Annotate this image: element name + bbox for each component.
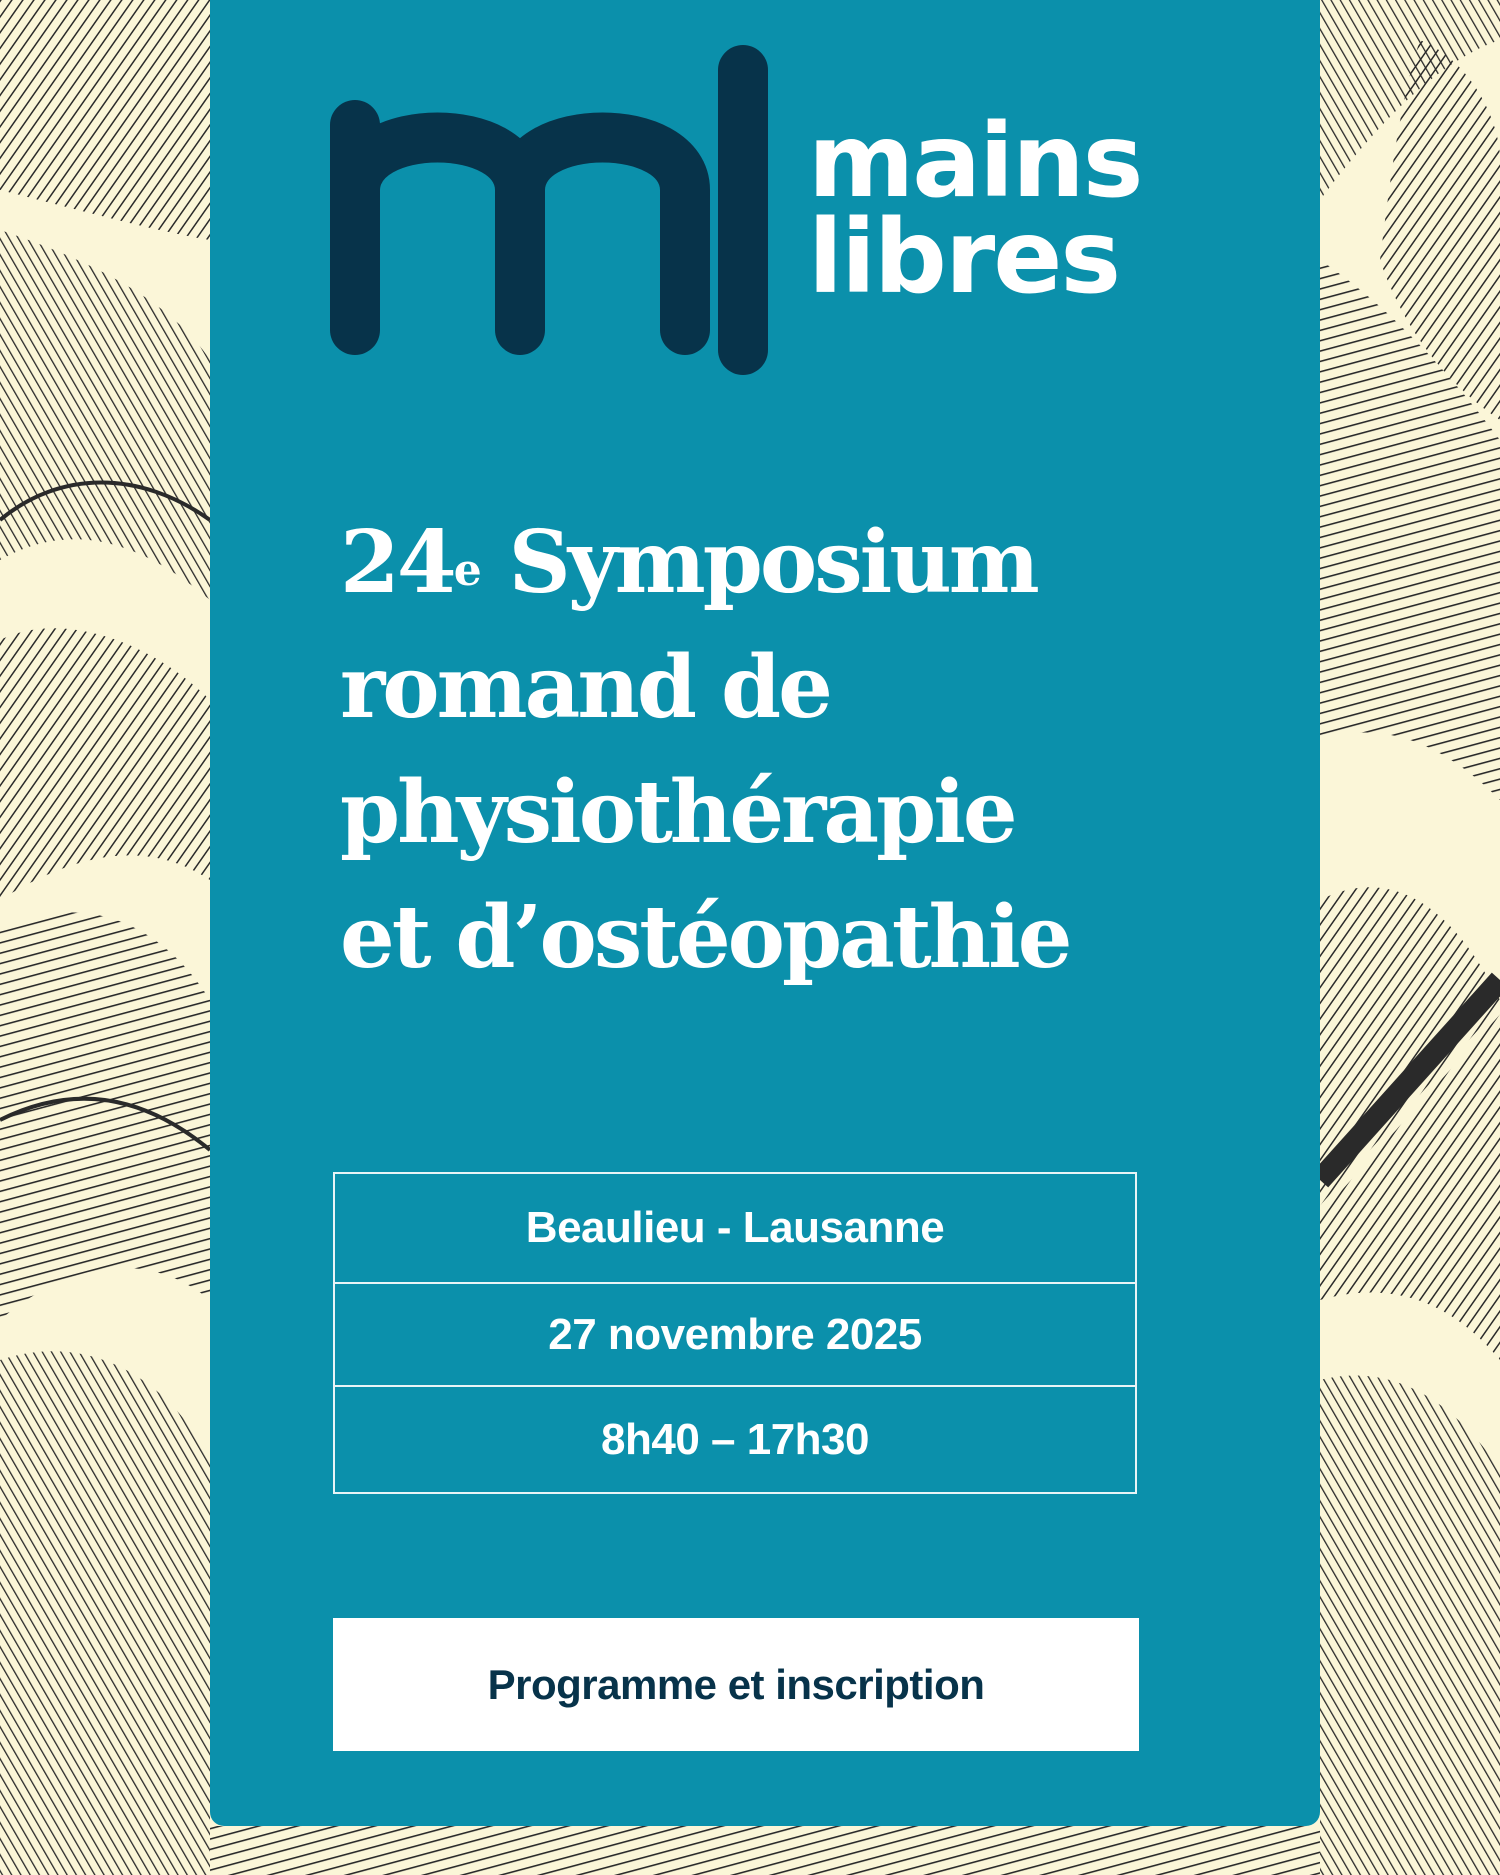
ordinal-number: 24 [340, 512, 454, 613]
title-symposium: Symposium [481, 512, 1037, 613]
event-location: Beaulieu - Lausanne [335, 1174, 1135, 1284]
logo-wordmark [808, 102, 1142, 317]
title-line-4: et d’ostéopathie [340, 887, 1070, 988]
event-date: 27 novembre 2025 [335, 1284, 1135, 1387]
programme-registration-button[interactable]: Programme et inscription [333, 1618, 1139, 1751]
mains-libres-logo-mark [330, 40, 770, 380]
title-line-1 [340, 500, 1200, 625]
logo-word-mains: mains [808, 102, 1142, 221]
ordinal-suffix: e [453, 545, 482, 596]
event-time: 8h40 – 17h30 [601, 1414, 869, 1464]
title-line-2: romand de [340, 637, 830, 738]
logo-word-libres: libres [808, 198, 1120, 317]
title-line-3: physiothérapie [340, 762, 1015, 863]
event-title [340, 500, 1200, 1000]
event-details-table [333, 1172, 1137, 1494]
